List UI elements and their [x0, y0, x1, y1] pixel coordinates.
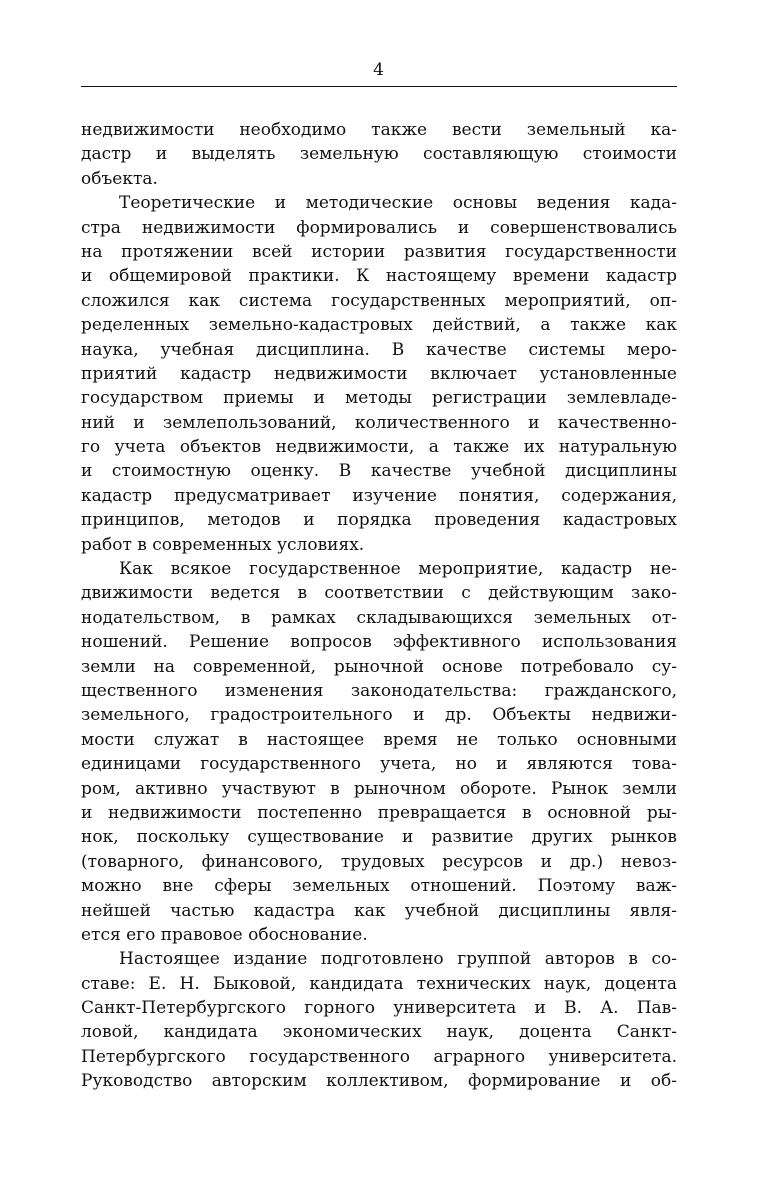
paragraph-3	[81, 557, 677, 947]
text-line: недвижимости необходимо также вести земельный ка-	[81, 120, 677, 140]
text-line: Петербургского государственного аграрного университета.	[81, 1046, 677, 1067]
text-line: нок, поскольку существование и развитие других рынков	[81, 827, 677, 848]
text-line: работ в современных условиях.	[81, 534, 365, 555]
text-line: нодательством, в рамках складывающихся земельных от-	[81, 607, 677, 628]
text-line: движимости ведется в соответствии с действующим зако-	[81, 583, 677, 604]
text-line: принципов, методов и порядка проведения кадастровых	[81, 510, 677, 531]
text-line: на протяжении всей истории развития государственности	[81, 241, 677, 262]
text-line: дастр и выделять земельную составляющую стоимости	[81, 144, 677, 165]
body-text	[81, 118, 677, 1094]
text-line: го учета объектов недвижимости, а также их натуральную	[81, 437, 677, 458]
text-line: нейшей частью кадастра как учебной дисциплины явля-	[81, 900, 677, 921]
text-line: Санкт-Петербургского горного университета и В. А. Пав-	[81, 998, 677, 1019]
text-line: Настоящее издание подготовлено группой авторов в со-	[119, 949, 677, 970]
text-line: и недвижимости постепенно превращается в основной ры-	[81, 802, 677, 823]
text-line: ношений. Решение вопросов эффективного использования	[81, 632, 677, 653]
text-line: можно вне сферы земельных отношений. Поэтому важ-	[81, 876, 677, 897]
text-line: Теоретические и методические основы ведения када-	[119, 193, 677, 214]
text-line: ставе: Е. Н. Быковой, кандидата технических наук, доцента	[81, 973, 677, 994]
paragraph-2	[81, 191, 677, 557]
page-number: 4	[373, 60, 384, 80]
header-rule	[81, 86, 677, 87]
text-line: кадастр предусматривает изучение понятия, содержания,	[81, 485, 677, 506]
text-line: щественного изменения законодательства: гражданского,	[81, 680, 677, 701]
text-line: стра недвижимости формировались и совершенствовались	[81, 217, 677, 238]
text-line: (товарного, финансового, трудовых ресурсов и др.) невоз-	[81, 851, 677, 872]
text-line: ром, активно участвуют в рыночном обороте. Рынок земли	[81, 778, 677, 799]
text-line: единицами государственного учета, но и являются това-	[81, 754, 677, 775]
paragraph-4	[81, 947, 677, 1093]
text-line: Как всякое государственное мероприятие, кадастр не-	[119, 559, 677, 580]
text-line: ловой, кандидата экономических наук, доцента Санкт-	[81, 1022, 677, 1043]
text-line: ний и землепользований, количественного и качественно-	[81, 412, 677, 433]
text-line: объекта.	[81, 168, 158, 189]
text-line: земли на современной, рыночной основе потребовало су-	[81, 656, 677, 677]
text-line: и общемировой практики. К настоящему времени кадастр	[81, 266, 677, 287]
text-line: государством приемы и методы регистрации землевладе-	[81, 388, 677, 409]
text-line: ется его правовое обоснование.	[81, 924, 368, 945]
text-line: и стоимостную оценку. В качестве учебной дисциплины	[81, 461, 677, 482]
text-line: земельного, градостроительного и др. Объекты недвижи-	[81, 705, 677, 726]
text-line: сложился как система государственных мероприятий, оп-	[81, 290, 677, 311]
text-line: наука, учебная дисциплина. В качестве системы меро-	[81, 339, 677, 360]
text-line: ределенных земельно-кадастровых действий, а также как	[81, 315, 677, 336]
paragraph-1	[81, 118, 677, 191]
text-line: Руководство авторским коллективом, формирование и об-	[81, 1071, 677, 1092]
text-line: приятий кадастр недвижимости включает установленные	[81, 363, 677, 384]
text-line: мости служат в настоящее время не только основными	[81, 729, 677, 750]
